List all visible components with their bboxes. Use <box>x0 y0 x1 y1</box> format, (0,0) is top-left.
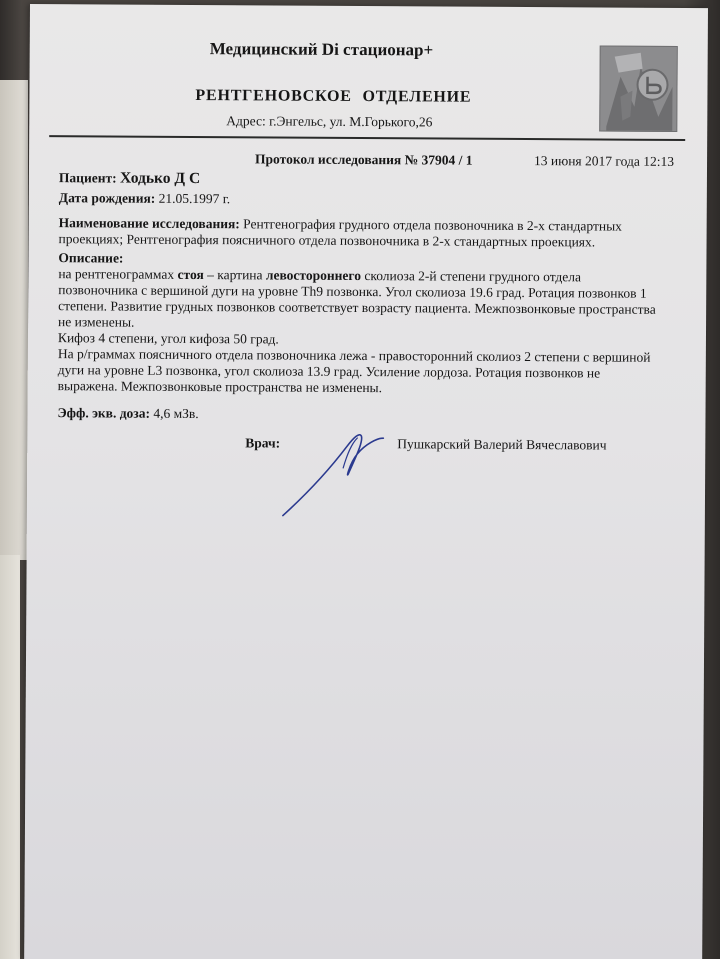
study-text-1: Рентгенография грудного отдела позвоночника в 2-х стандартных <box>243 216 622 234</box>
study-text-2: проекциях; Рентгенография поясничного отдела позвоночника в 2-х стандартных проекциях. <box>58 231 596 250</box>
clinic-address: Адрес: г.Энгельс, ул. М.Горького,26 <box>226 113 433 130</box>
desc-text: на рентгенограммах <box>58 266 178 282</box>
description-line: выражена. Межпозвонковые пространства не изменены. <box>57 378 383 396</box>
adjacent-paper-bottom <box>0 555 20 959</box>
adjacent-paper-top <box>0 80 28 560</box>
description-line: Кифоз 4 степени, угол кифоза 50 град. <box>57 330 279 347</box>
dose-line <box>57 405 198 422</box>
clinic-name: Медицинский Di стационар+ <box>209 39 434 60</box>
desc-bold-leftsided: левостороннего <box>265 267 362 284</box>
description-line: позвоночника с вершиной дуги на уровне Th9 позвонка. Угол сколиоза 19.6 град. Ротация позвонков 1 <box>58 282 647 301</box>
clinic-logo-icon <box>599 45 678 131</box>
department-title: РЕНТГЕНОВСКОЕ ОТДЕЛЕНИЕ <box>195 87 472 106</box>
desc-text: сколиоза 2-й степени грудного отдела <box>360 268 582 285</box>
protocol-datetime: 13 июня 2017 года 12:13 <box>534 153 675 169</box>
doctor-label: Врач: <box>245 435 281 451</box>
dose-label: Эфф. экв. доза: <box>57 405 151 421</box>
description-line: не изменены. <box>58 314 135 330</box>
description-line: дуги на уровне L3 позвонка, угол сколиоза 13.9 град. Усиление лордоза. Ротация позвонков не <box>57 362 601 381</box>
logo-graphic <box>600 46 678 131</box>
patient-label: Пациент: <box>58 170 117 186</box>
dob-line <box>59 190 230 207</box>
patient-name: Ходько Д С <box>119 169 201 188</box>
protocol-title: Протокол исследования № 37904 / 1 <box>255 151 473 168</box>
dose-value: 4,6 мЗв. <box>153 405 199 422</box>
desc-text: – картина <box>203 267 266 283</box>
description-line: степени. Развитие грудных позвонков соответствует возрасту пациента. Межпозвонковые пространства <box>58 298 656 317</box>
document-sheet <box>24 4 708 959</box>
description-line: На р/граммах поясничного отдела позвоночника лежа - правосторонний сколиоз 2 степени с вершиной <box>57 346 651 365</box>
desc-bold-standing: стоя <box>177 266 204 283</box>
description-body <box>58 266 674 398</box>
dob-label: Дата рождения: <box>58 190 156 206</box>
dob-value: 21.05.1997 г. <box>158 190 231 207</box>
patient-line <box>59 170 200 187</box>
doctor-signature <box>277 424 408 525</box>
header-divider <box>49 135 685 141</box>
study-label: Наименование исследования: <box>58 215 240 232</box>
description-label: Описание: <box>58 250 124 266</box>
doctor-name: Пушкарский Валерий Вячеславович <box>397 436 607 453</box>
